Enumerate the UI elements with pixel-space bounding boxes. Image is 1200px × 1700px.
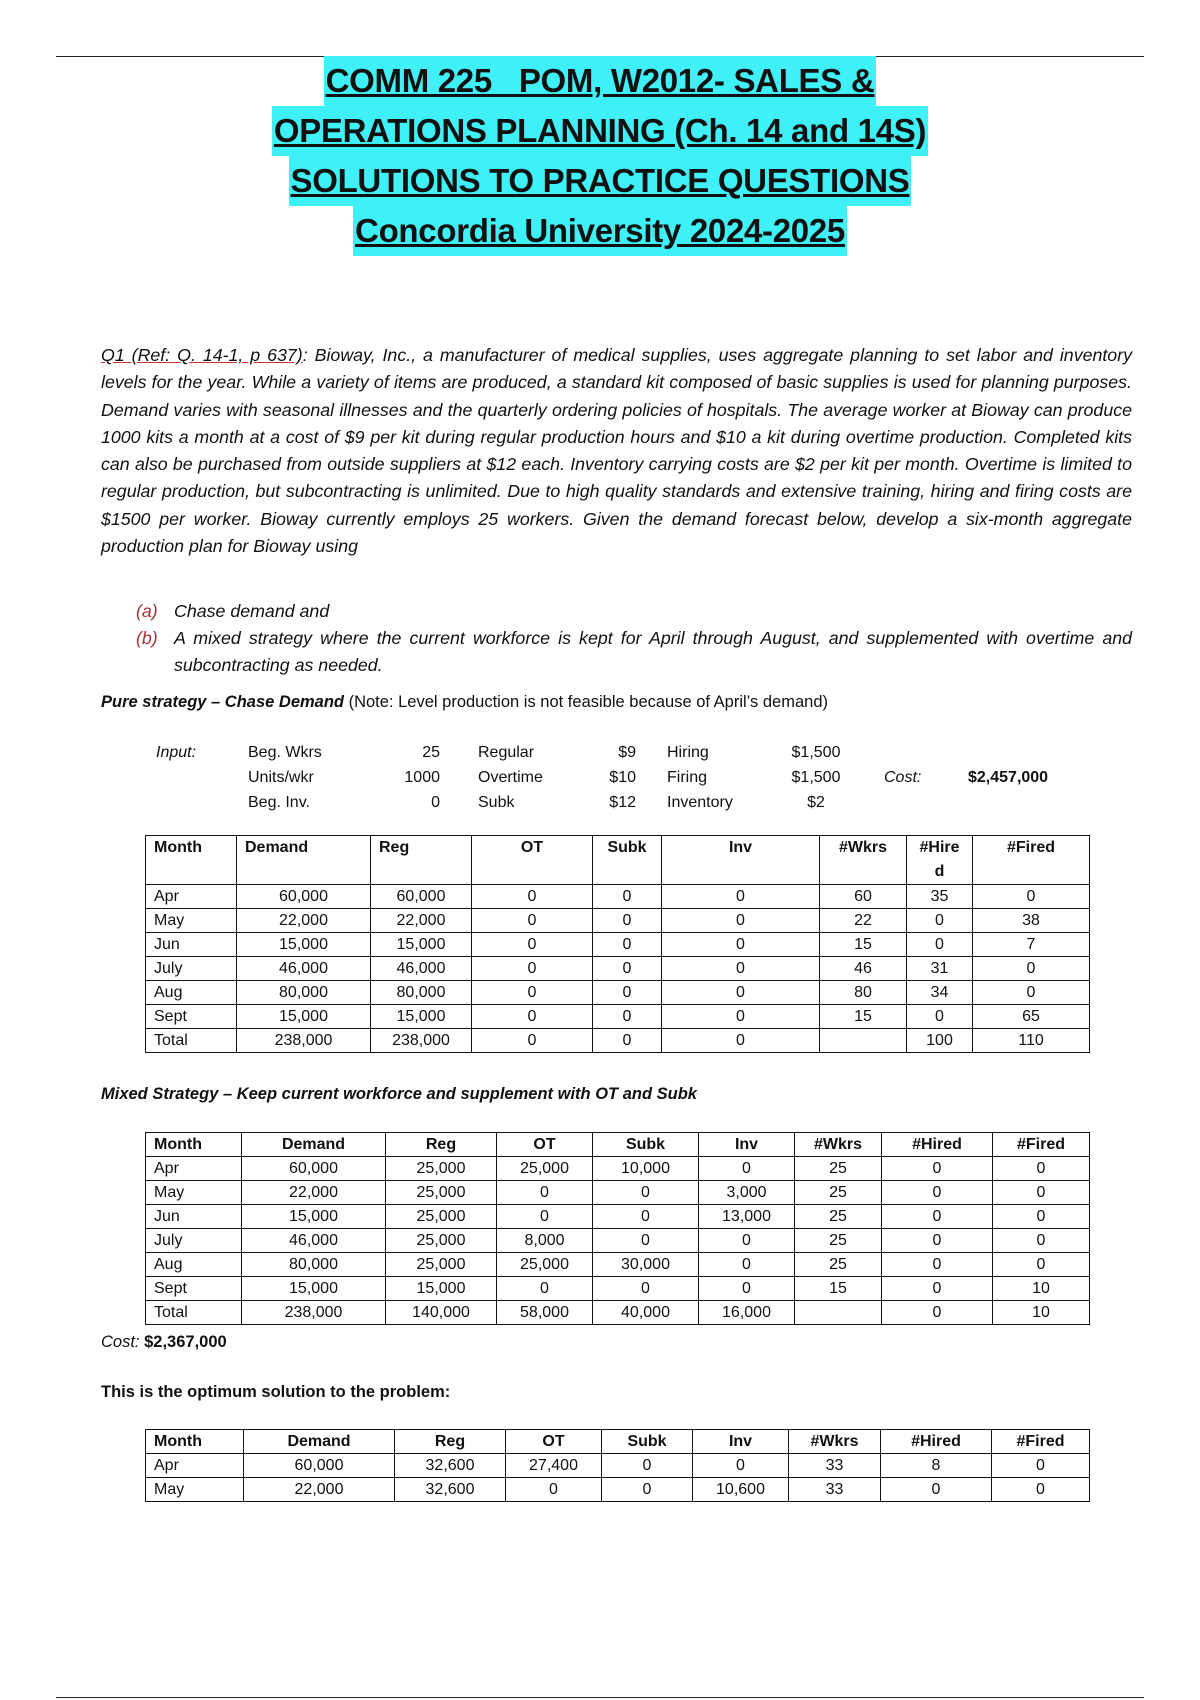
params-col3-labels (667, 740, 733, 815)
params-col2-labels (478, 740, 543, 815)
table-cell: 0 (593, 957, 662, 981)
option-a (136, 598, 1132, 625)
param-value: $1,500 (791, 769, 841, 786)
table-cell: July (146, 1229, 242, 1253)
table-cell: 0 (993, 1229, 1090, 1253)
table-row (146, 1454, 1090, 1478)
table-cell: 0 (662, 957, 820, 981)
mixed-cost (101, 1333, 227, 1352)
table-cell: 58,000 (497, 1301, 593, 1325)
table-cell: 0 (973, 957, 1090, 981)
column-header: #Fired (973, 836, 1090, 885)
table-cell: 25,000 (386, 1253, 497, 1277)
table-cell: 3,000 (699, 1181, 795, 1205)
table-cell: 22 (820, 909, 907, 933)
table-cell: 0 (593, 1277, 699, 1301)
table-cell: 100 (907, 1029, 973, 1053)
table-cell: 0 (907, 933, 973, 957)
table-cell: 10 (993, 1301, 1090, 1325)
title-line-3: SOLUTIONS TO PRACTICE QUESTIONS (289, 156, 912, 206)
table-cell: 0 (593, 1181, 699, 1205)
table-cell: 0 (882, 1157, 993, 1181)
table-cell: 0 (497, 1181, 593, 1205)
table-cell: 0 (472, 957, 593, 981)
table-row (146, 1157, 1090, 1181)
table-cell: 0 (662, 933, 820, 957)
table-cell: 0 (662, 909, 820, 933)
table-cell: 0 (993, 1253, 1090, 1277)
table-row (146, 1181, 1090, 1205)
table-cell: 0 (593, 1029, 662, 1053)
table-cell: 25 (795, 1229, 882, 1253)
table-cell: 80,000 (237, 981, 371, 1005)
column-header: Reg (371, 836, 472, 885)
table-cell: Aug (146, 981, 237, 1005)
table-cell: 0 (602, 1478, 693, 1502)
pure-strategy-heading-bold: Pure strategy – Chase Demand (101, 693, 345, 711)
table-cell: 33 (789, 1454, 881, 1478)
pure-cost-label: Cost: (884, 769, 922, 786)
table-cell: 0 (882, 1229, 993, 1253)
option-a-label: (a) (136, 601, 158, 621)
column-header: Reg (386, 1133, 497, 1157)
table-cell: 8,000 (497, 1229, 593, 1253)
table-cell: 10 (993, 1277, 1090, 1301)
table-cell: 0 (593, 885, 662, 909)
table-cell: 22,000 (242, 1181, 386, 1205)
table-cell: 0 (497, 1205, 593, 1229)
table-cell: 0 (973, 981, 1090, 1005)
column-header: Inv (693, 1430, 789, 1454)
table-cell: May (146, 1181, 242, 1205)
table-cell: 16,000 (699, 1301, 795, 1325)
table-cell: 15 (820, 933, 907, 957)
param-value: $12 (609, 794, 636, 811)
option-b-label: (b) (136, 628, 158, 648)
title-line-2: OPERATIONS PLANNING (Ch. 14 and 14S) (272, 106, 928, 156)
table-cell: 25 (795, 1205, 882, 1229)
option-b (136, 625, 1132, 679)
param-label: Inventory (667, 794, 733, 811)
table-cell: 0 (882, 1301, 993, 1325)
table-cell: 0 (882, 1205, 993, 1229)
table-row (146, 1205, 1090, 1229)
mixed-cost-label: Cost: (101, 1333, 140, 1351)
params-col1-labels (248, 740, 322, 815)
table-cell: 60,000 (237, 885, 371, 909)
option-b-text: A mixed strategy where the current workforce is kept for April through August, and supplemented with overtime and subcontracting as needed. (174, 628, 1132, 675)
table-cell: 25,000 (386, 1205, 497, 1229)
param-label: Hiring (667, 744, 709, 761)
param-value: $9 (618, 744, 636, 761)
table-cell: 140,000 (386, 1301, 497, 1325)
column-header: Month (146, 1430, 244, 1454)
table-row (146, 981, 1090, 1005)
table-cell: 15,000 (242, 1277, 386, 1301)
table-cell: 15 (820, 1005, 907, 1029)
table-cell: 0 (593, 909, 662, 933)
table-body (146, 885, 1090, 1053)
column-header: OT (497, 1133, 593, 1157)
column-header: Subk (593, 1133, 699, 1157)
params-col3-values (774, 740, 858, 815)
table-row (146, 909, 1090, 933)
table-row (146, 957, 1090, 981)
table-cell: 34 (907, 981, 973, 1005)
param-label: Beg. Wkrs (248, 744, 322, 761)
table-cell: 32,600 (395, 1454, 506, 1478)
table-cell: 15,000 (371, 933, 472, 957)
table-cell: Apr (146, 885, 237, 909)
table-cell: Total (146, 1029, 237, 1053)
param-label: Units/wkr (248, 769, 314, 786)
table-cell: 25,000 (386, 1157, 497, 1181)
table-cell: 25,000 (386, 1181, 497, 1205)
table-cell: 0 (993, 1181, 1090, 1205)
optimum-heading: This is the optimum solution to the problem: (101, 1383, 451, 1401)
column-header: Month (146, 1133, 242, 1157)
pure-strategy-heading-note: (Note: Level production is not feasible because of April’s demand) (344, 693, 828, 711)
table-cell: 60,000 (371, 885, 472, 909)
table-cell: 238,000 (242, 1301, 386, 1325)
column-header: OT (506, 1430, 602, 1454)
table-header-row (146, 836, 1090, 885)
title-line-1: COMM 225_ POM, W2012- SALES & (324, 56, 877, 106)
table-cell: 33 (789, 1478, 881, 1502)
column-header: #Wkrs (789, 1430, 881, 1454)
table-cell: 7 (973, 933, 1090, 957)
table-row (146, 1478, 1090, 1502)
param-value: 0 (431, 794, 440, 811)
table-cell: 31 (907, 957, 973, 981)
table-header-row (146, 1430, 1090, 1454)
table-cell: 0 (993, 1157, 1090, 1181)
table-cell: 0 (472, 909, 593, 933)
table-cell: Total (146, 1301, 242, 1325)
param-value: 25 (422, 744, 440, 761)
table-cell: 25,000 (497, 1157, 593, 1181)
table-cell: 30,000 (593, 1253, 699, 1277)
title-line-4: Concordia University 2024-2025 (353, 206, 847, 256)
table-cell: 0 (993, 1205, 1090, 1229)
table-cell: 25,000 (386, 1229, 497, 1253)
table-cell: 0 (992, 1478, 1090, 1502)
table-cell: 32,600 (395, 1478, 506, 1502)
column-header: #Fired (993, 1133, 1090, 1157)
table-cell: 0 (699, 1157, 795, 1181)
table-cell (820, 1029, 907, 1053)
param-value: $10 (609, 769, 636, 786)
table-cell: Sept (146, 1277, 242, 1301)
table-cell: 15,000 (371, 1005, 472, 1029)
question-options (136, 598, 1132, 679)
table-cell: 46,000 (242, 1229, 386, 1253)
table-cell: 38 (973, 909, 1090, 933)
table-row (146, 885, 1090, 909)
column-header: OT (472, 836, 593, 885)
column-header: Subk (593, 836, 662, 885)
table-row (146, 1005, 1090, 1029)
column-header: #Hired (882, 1133, 993, 1157)
table-cell: 0 (699, 1229, 795, 1253)
table-cell: 60,000 (242, 1157, 386, 1181)
param-value: $2 (807, 794, 825, 811)
table-cell: 0 (593, 933, 662, 957)
table-cell: 238,000 (237, 1029, 371, 1053)
table-cell: 27,400 (506, 1454, 602, 1478)
table-cell: 60 (820, 885, 907, 909)
table-cell: Jun (146, 1205, 242, 1229)
table-row (146, 1029, 1090, 1053)
table-cell: Aug (146, 1253, 242, 1277)
table-cell: 0 (662, 885, 820, 909)
table-cell: 0 (472, 981, 593, 1005)
table-cell: 15,000 (386, 1277, 497, 1301)
column-header: #Hire d (907, 836, 973, 885)
params-col1-values (396, 740, 440, 815)
param-label: Firing (667, 769, 708, 786)
table-cell: 0 (882, 1253, 993, 1277)
param-label: Overtime (478, 769, 543, 786)
pure-strategy-heading (101, 693, 828, 712)
table-cell: 22,000 (237, 909, 371, 933)
table-row (146, 1301, 1090, 1325)
table-row (146, 1277, 1090, 1301)
column-header: Reg (395, 1430, 506, 1454)
column-header: #Hired (881, 1430, 992, 1454)
table-cell: 25 (795, 1253, 882, 1277)
mixed-strategy-heading: Mixed Strategy – Keep current workforce and supplement with OT and Subk (101, 1085, 697, 1103)
table-row (146, 1229, 1090, 1253)
table-cell: 0 (693, 1454, 789, 1478)
table-cell: 80,000 (371, 981, 472, 1005)
table-cell: 0 (699, 1253, 795, 1277)
bottom-rule (56, 1697, 1144, 1698)
table-cell: 35 (907, 885, 973, 909)
column-header: Month (146, 836, 237, 885)
table-row (146, 1253, 1090, 1277)
param-value: 1000 (404, 769, 440, 786)
question-reference: Q1 (Ref: Q. 14-1, p 637) (101, 345, 303, 365)
table-cell: 0 (973, 885, 1090, 909)
table-cell: May (146, 909, 237, 933)
column-header: Inv (662, 836, 820, 885)
table-body (146, 1454, 1090, 1502)
table-cell: 25 (795, 1157, 882, 1181)
column-header: #Fired (992, 1430, 1090, 1454)
table-cell: 80,000 (242, 1253, 386, 1277)
mixed-cost-value: $2,367,000 (144, 1333, 227, 1351)
param-label: Beg. Inv. (248, 794, 310, 811)
table-cell: 15,000 (237, 933, 371, 957)
param-label: Regular (478, 744, 535, 761)
table-body (146, 1157, 1090, 1325)
table-cell: 46,000 (237, 957, 371, 981)
table-cell: 0 (593, 1205, 699, 1229)
table-cell: 0 (992, 1454, 1090, 1478)
table-cell: 0 (472, 885, 593, 909)
input-label: Input: (156, 744, 197, 761)
table-cell: 10,600 (693, 1478, 789, 1502)
table-cell: 15,000 (237, 1005, 371, 1029)
column-header: Demand (244, 1430, 395, 1454)
table-cell: 0 (662, 1005, 820, 1029)
table-cell: 10,000 (593, 1157, 699, 1181)
column-header: Subk (602, 1430, 693, 1454)
column-header: Demand (237, 836, 371, 885)
table-cell: Jun (146, 933, 237, 957)
table-cell: 0 (662, 981, 820, 1005)
table-cell: 110 (973, 1029, 1090, 1053)
table-cell: 46 (820, 957, 907, 981)
table-header-row (146, 1133, 1090, 1157)
chase-demand-table (145, 835, 1090, 1053)
table-cell: 13,000 (699, 1205, 795, 1229)
table-cell: 0 (602, 1454, 693, 1478)
option-a-text: Chase demand and (174, 601, 330, 621)
table-cell: 46,000 (371, 957, 472, 981)
param-value: $1,500 (791, 744, 841, 761)
question-1-text (101, 342, 1132, 560)
table-cell: July (146, 957, 237, 981)
table-cell: 15 (795, 1277, 882, 1301)
table-cell: 60,000 (244, 1454, 395, 1478)
table-cell: 0 (882, 1277, 993, 1301)
table-cell: 0 (506, 1478, 602, 1502)
table-cell: 22,000 (244, 1478, 395, 1502)
table-cell: 0 (699, 1277, 795, 1301)
document-title (0, 56, 1200, 256)
table-row (146, 933, 1090, 957)
table-cell: 0 (907, 909, 973, 933)
column-header: #Wkrs (795, 1133, 882, 1157)
table-cell: 0 (472, 1029, 593, 1053)
table-cell: Apr (146, 1157, 242, 1181)
table-cell: 0 (593, 1229, 699, 1253)
table-cell: 25,000 (497, 1253, 593, 1277)
optimum-solution-table (145, 1429, 1090, 1502)
table-cell: Apr (146, 1454, 244, 1478)
table-cell: 0 (593, 1005, 662, 1029)
table-cell: 238,000 (371, 1029, 472, 1053)
table-cell: 0 (907, 1005, 973, 1029)
table-cell: 15,000 (242, 1205, 386, 1229)
table-cell: 0 (593, 981, 662, 1005)
pure-cost-value: $2,457,000 (968, 769, 1049, 786)
params-col2-values (590, 740, 636, 815)
table-cell: 65 (973, 1005, 1090, 1029)
column-header: #Wkrs (820, 836, 907, 885)
table-cell: Sept (146, 1005, 237, 1029)
column-header: Demand (242, 1133, 386, 1157)
table-cell: 0 (882, 1181, 993, 1205)
param-label: Subk (478, 794, 515, 811)
table-cell: 40,000 (593, 1301, 699, 1325)
table-cell: 22,000 (371, 909, 472, 933)
column-header: Inv (699, 1133, 795, 1157)
table-cell: 0 (881, 1478, 992, 1502)
question-body: : Bioway, Inc., a manufacturer of medical supplies, uses aggregate planning to set labor and inventory levels for the year. While a variety of items are produced, a standard kit composed of basic supplies is used for planning purposes. Demand varies with seasonal illnesses and the quarterly ordering policies of hospitals. The average worker at Bioway can produce 1000 kits a month at a cost of $9 per kit during regular production hours and $10 a kit during overtime production. Completed kits can also be purchased from outside suppliers at $12 each. Inventory carrying costs are $2 per kit per month. Overtime is limited to regular production, but subcontracting is unlimited. Due to high quality standards and extensive training, hiring and firing costs are $1500 per worker. Bioway currently employs 25 workers. Given the demand forecast below, develop a six-month aggregate production plan for Bioway using (101, 345, 1133, 557)
table-cell: 25 (795, 1181, 882, 1205)
mixed-strategy-table (145, 1132, 1090, 1325)
table-cell: 0 (472, 933, 593, 957)
table-cell: 8 (881, 1454, 992, 1478)
table-cell: 0 (472, 1005, 593, 1029)
table-cell: May (146, 1478, 244, 1502)
table-cell: 80 (820, 981, 907, 1005)
table-cell: 0 (497, 1277, 593, 1301)
table-cell: 0 (662, 1029, 820, 1053)
table-cell (795, 1301, 882, 1325)
